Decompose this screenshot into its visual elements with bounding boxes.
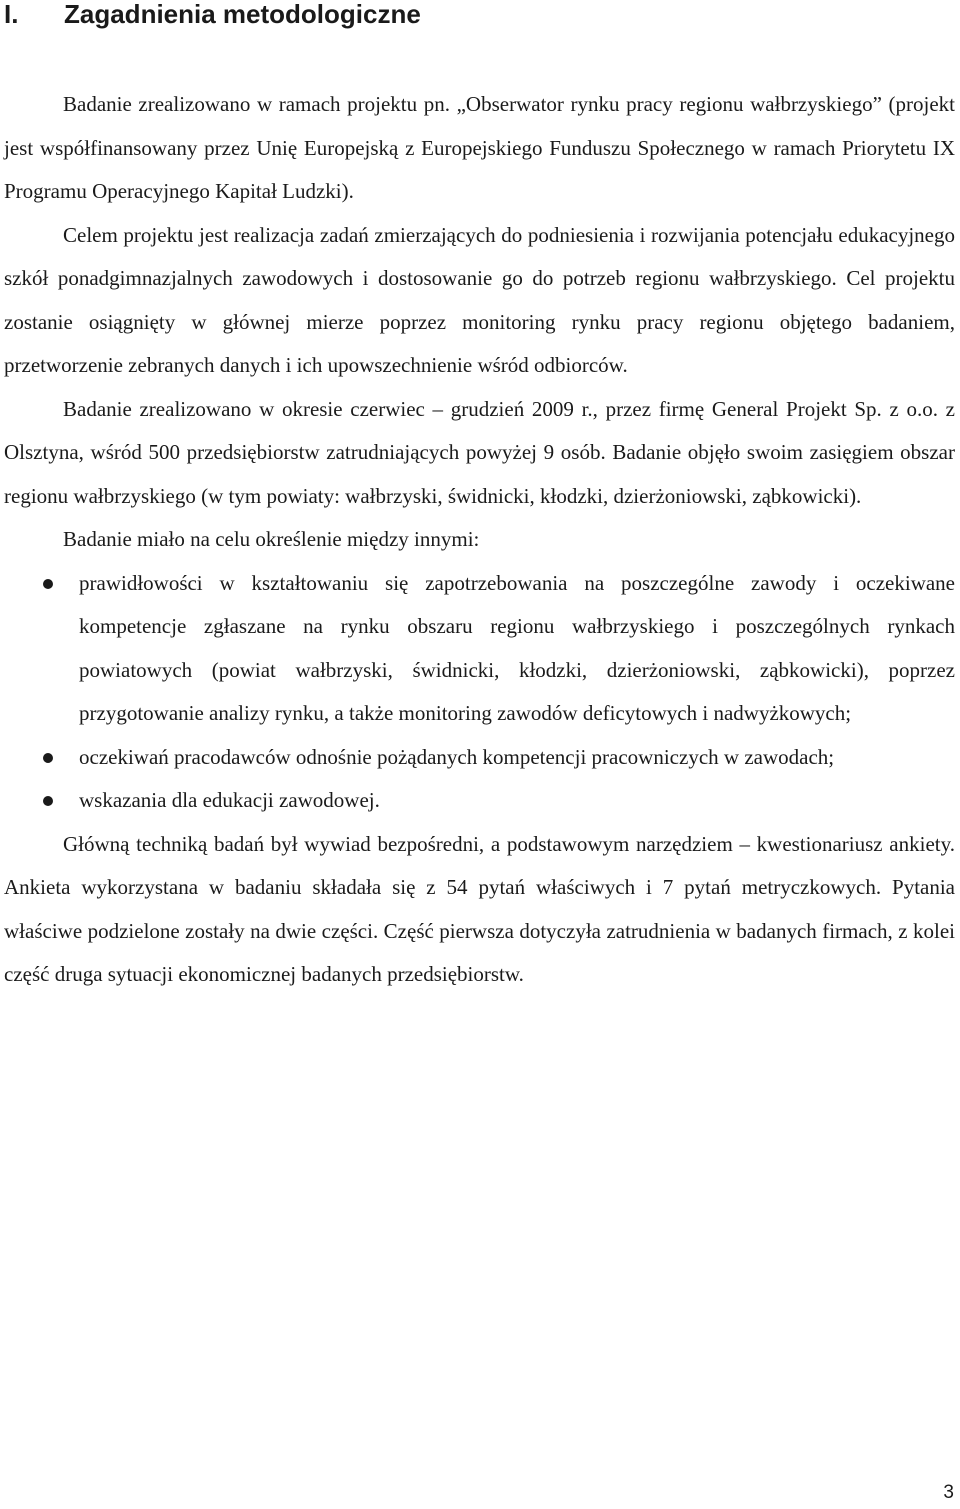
section-heading	[4, 0, 421, 30]
paragraph-scope: Badanie zrealizowano w okresie czerwiec – grudzień 2009 r., przez firmę General Projekt Sp. z o.o. z Olsztyna, wśród 500 przedsiębiorstw zatrudniających powyżej 9 osób. Badanie objęło swoim zasięgiem obszar regionu wałbrzyskiego (w tym powiaty: wałbrzyski, świdnicki, kłodzki, dzierżoniowski, ząbkowicki).	[4, 396, 955, 508]
list-item-text: wskazania dla edukacji zawodowej.	[79, 788, 380, 812]
paragraph-list-intro: Badanie miało na celu określenie między innymi:	[63, 527, 480, 551]
bullet-icon	[43, 796, 53, 806]
section-title: Zagadnienia metodologiczne	[64, 0, 421, 29]
paragraph-method: Główną techniką badań był wywiad bezpośredni, a podstawowym narzędziem – kwestionariusz ankiety. Ankieta wykorzystana w badaniu składała się z 54 pytań właściwych i 7 pytań metryczkowych. Pytania właściwe podzielone zostały na dwie części. Część pierwsza dotyczyła zatrudnienia w badanych firmach, z kolei część druga sytuacji ekonomicznej badanych przedsiębiorstw.	[4, 831, 955, 986]
paragraph-goal: Celem projektu jest realizacja zadań zmierzających do podniesienia i rozwijania potencjału edukacyjnego szkół ponadgimnazjalnych zawodowych i dostosowanie go do potrzeb regionu wałbrzyskiego. Cel projektu zostanie osiągnięty w głównej mierze poprzez monitoring rynku pracy regionu objętego badaniem, przetworzenie zebranych danych i ich upowszechnienie wśród odbiorców.	[4, 222, 955, 377]
page-number: 3	[943, 1482, 954, 1503]
section-number: I.	[4, 0, 19, 29]
list-item	[79, 562, 955, 736]
document-body	[4, 83, 955, 997]
list-item-text: prawidłowości w kształtowaniu się zapotrzebowania na poszczególne zawody i oczekiwane kompetencje zgłaszane na rynku obszaru regionu wałbrzyskiego i poszczególnych rynkach powiatowych (powiat wałbrzyski, świdnicki, kłodzki, dzierżoniowski, ząbkowicki), poprzez przygotowanie analizy rynku, a także monitoring zawodów deficytowych i nadwyżkowych;	[79, 570, 955, 725]
paragraph-project: Badanie zrealizowano w ramach projektu pn. „Obserwator rynku pracy regionu wałbrzyskiego” (projekt jest współfinansowany przez Unię Europejską z Europejskiego Funduszu Społecznego w ramach Priorytetu IX Programu Operacyjnego Kapitał Ludzki).	[4, 92, 955, 203]
bullet-icon	[43, 753, 53, 763]
objectives-list	[4, 562, 955, 823]
list-item	[79, 736, 955, 780]
list-item	[79, 779, 955, 823]
bullet-icon	[43, 579, 53, 589]
list-item-text: oczekiwań pracodawców odnośnie pożądanych kompetencji pracowniczych w zawodach;	[79, 744, 835, 769]
